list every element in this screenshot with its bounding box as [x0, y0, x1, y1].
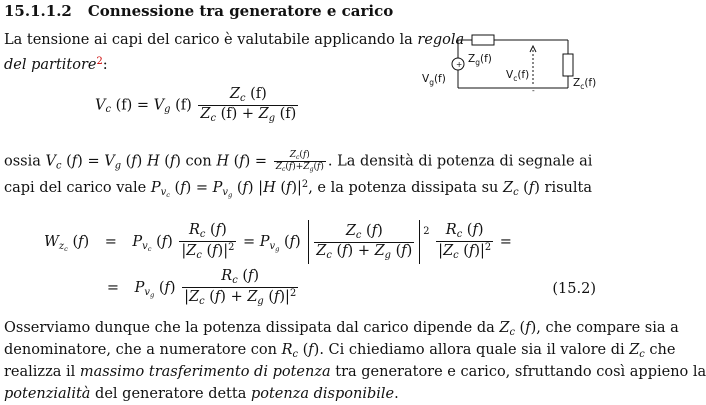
circuit-diagram	[420, 30, 600, 100]
equation-power-line-1: $W_{z_c}$ $(f) = P_{v_c}$ (f) $\frac{R_c (f)}{|Z_c (f)|^2}$ = $P_{v_g}$ (f) $\frac{Z_c (f)}{Z_c (f) + Z_g (f)}$ $^2$ $\frac{R_c (f)}{|Z_c (f)|^2}$ =	[44, 220, 512, 264]
section-number: 15.1.1.2	[4, 2, 72, 20]
intro-colon: :	[102, 56, 108, 73]
equation-number: (15.2)	[552, 281, 596, 297]
intro-emphasis-2: del partitore	[4, 56, 97, 73]
para3-line-2: denominatore, che a numeratore con $R_c$ (f). Ci chiediamo allora quale sia il valore di $Z_c$ che	[4, 342, 676, 360]
section-heading	[4, 2, 393, 20]
para2-line-1: ossia $V_c$ $(f) = V_g$ (f) H (f) con H (f) = $\frac{Z_c(f)}{Z_c(f)+Z_g(f)}$ . La densità di potenza di segnale ai	[4, 150, 593, 173]
intro-line-1	[4, 30, 464, 51]
para3-line-3: realizza il massimo trasferimento di potenza tra generatore e carico, sfruttando così appieno la	[4, 364, 706, 380]
intro-line-2	[4, 51, 108, 76]
intro-emphasis: regola	[417, 32, 465, 48]
vc-minus-sign: -	[532, 86, 535, 95]
equation-voltage-divider: $V_c$ $(f) = V_g$ (f) $\frac{Z_c (f)}{Z_c (f) + Z_g (f)}$	[95, 86, 297, 124]
zg-resistor	[472, 35, 494, 45]
section-title: Connessione tra generatore e carico	[87, 2, 394, 20]
equation-power-line-2: = $P_{v_g}$ (f) $\frac{R_c (f)}{|Z_c (f) + Z_g (f)|^2}$	[106, 268, 297, 307]
transfer-fraction: $\frac{Z_c(f)}{Z_c(f)+Z_g(f)}$	[275, 150, 324, 173]
zc-label: $Z_c(f)$	[573, 77, 597, 91]
source-plus-sign: +	[456, 60, 463, 69]
footnote-mark[interactable]: 2	[96, 56, 103, 67]
zc-resistor	[563, 54, 573, 76]
para2-line-2: capi del carico vale $P_{v_c}$ $(f) = P_{v_g}$ (f) |H $(f)|^2$, e la potenza dissipata su $Z_c$ (f) risulta	[4, 179, 592, 199]
zg-label: $Z_g(f)$	[468, 53, 492, 67]
vc-label: $V_c(f)$	[506, 69, 530, 83]
intro-text: La tensione ai capi del carico è valutabile applicando la	[4, 32, 413, 48]
vg-label: $V_g(f)$	[422, 73, 446, 87]
para3-line-1: Osserviamo dunque che la potenza dissipata dal carico dipende da $Z_c$ (f), che compare sia a	[4, 320, 679, 338]
divider-fraction: $\frac{Z_c (f)}{Z_c (f) + Z_g (f)}$	[200, 86, 297, 124]
para3-line-4: potenzialità del generatore detta potenza disponibile.	[4, 386, 399, 402]
